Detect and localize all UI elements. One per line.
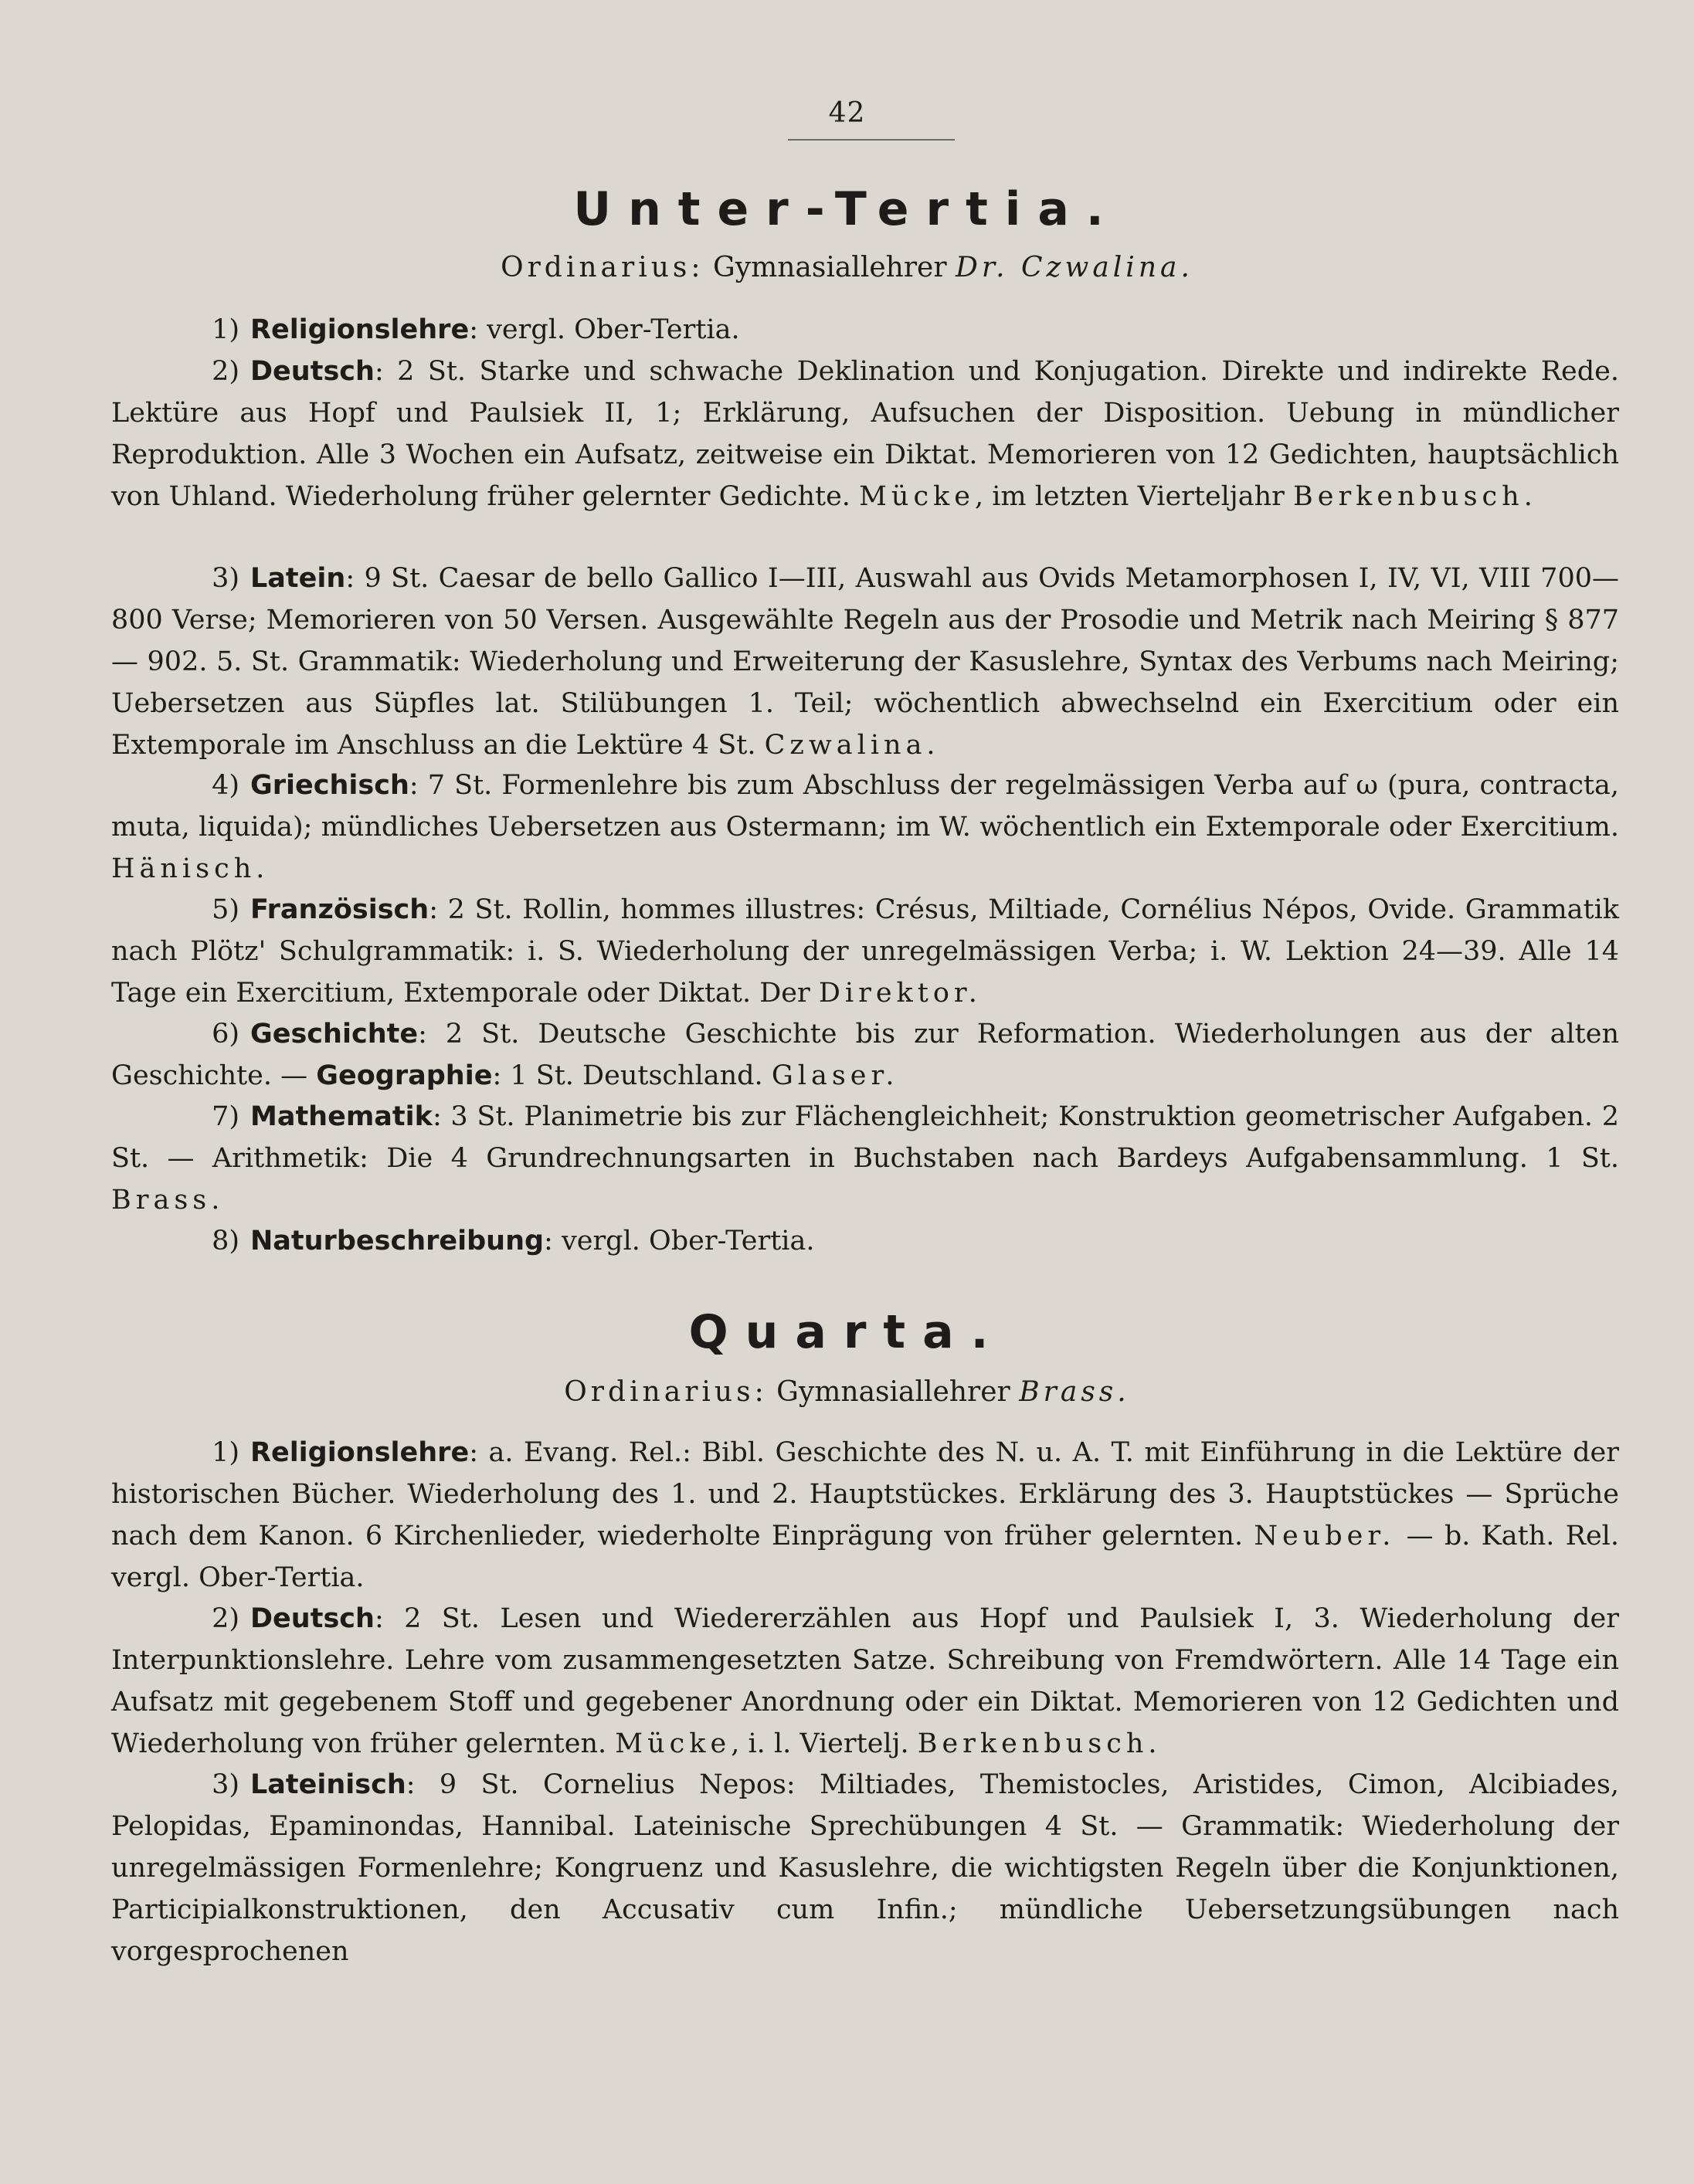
teacher-name: Mücke — [615, 1728, 732, 1759]
ordinarius-name: Dr. Czwalina. — [956, 252, 1193, 283]
ut-item-deutsch — [111, 351, 1619, 517]
item-text: : 3 St. Planimetrie bis zur Flächengleichheit; Konstruktion geometrischer Aufgaben. 2 St. — Arithmetik: Die 4 Grundrechnungsarten in Buchstaben nach Bardeys Aufgabensammlung. 1 St. — [111, 1101, 1619, 1174]
ordinarius-label: Ordinarius: — [564, 1376, 768, 1408]
ut-item-latein — [111, 558, 1619, 766]
item-text: : 9 St. Caesar de bello Gallico I—III, Auswahl aus Ovids Metamorphosen I, IV, VI, VIII 700—800 Verse; Memorieren von 50 Versen. Ausgewählte Regeln aus der Prosodie und Metrik nach Meiring § 877 — 902. 5. St. Grammatik: Wiederholung und Erweiterung der Kasuslehre, Syntax des Verbums nach Meiring; Uebersetzen aus Süpfles lat. Stilübungen 1. Teil; wöchentlich abwechselnd ein Exercitium oder ein Extemporale im Anschluss an die Lektüre 4 St. — [111, 563, 1619, 761]
item-number: 3) — [212, 563, 239, 594]
q-item-lateinisch — [111, 1764, 1619, 1972]
subject-label: Mathematik — [250, 1101, 433, 1132]
header-rule — [788, 139, 955, 141]
item-number: 3) — [212, 1769, 239, 1800]
teacher-name: Berkenbusch. — [1293, 481, 1537, 512]
item-number: 8) — [212, 1226, 239, 1256]
ordinarius-line-quarta — [0, 1376, 1694, 1408]
subject-label: Deutsch — [250, 356, 375, 387]
item-text: : 2 St. Deutsche Geschichte bis zur Reformation. Wiederholungen aus der alten Geschichte. — — [111, 1019, 1619, 1091]
subject-label: Latein — [250, 563, 346, 594]
ordinarius-role: Gymnasiallehrer — [712, 252, 947, 283]
item-text: : 9 St. Cornelius Nepos: Miltiades, Themistocles, Aristides, Cimon, Alcibiades, Pelopidas, Epaminondas, Hannibal. Lateinische Sprechübungen 4 St. — Grammatik: Wiederholung der unregelmässigen Formenlehre; Kongruenz und Kasuslehre, die wichtigsten Regeln über die Konjunktionen, Participialkonstruktionen, den Accusativ cum Infin.; mündliche Uebersetzungsübungen nach vorgesprochenen — [111, 1769, 1619, 1967]
item-number: 2) — [212, 356, 239, 387]
ut-item-naturbeschreibung — [111, 1220, 1619, 1262]
subject-label: Französisch — [250, 894, 429, 925]
item-text: : 2 St. Lesen und Wiedererzählen aus Hopf und Paulsiek I, 3. Wiederholung der Interpunktionslehre. Lehre vom zusammengesetzten Satze. Schreibung von Fremdwörtern. Alle 14 Tage ein Aufsatz mit gegebenem Stoff und gegebener Anordnung oder ein Diktat. Memorieren von 12 Gedichten und Wiederholung von früher gelernten. — [111, 1603, 1619, 1759]
item-number: 1) — [212, 1437, 239, 1468]
ordinarius-name: Brass. — [1019, 1376, 1130, 1408]
teacher-name: Direktor. — [818, 978, 982, 1009]
teacher-name: Hänisch. — [111, 853, 270, 884]
subject-label: Lateinisch — [250, 1769, 406, 1800]
teacher-name: Berkenbusch. — [917, 1728, 1162, 1759]
section-title-quarta: Quarta. — [688, 1305, 1006, 1359]
subject-label: Naturbeschreibung — [250, 1226, 545, 1256]
teacher-name: Glaser. — [771, 1060, 899, 1091]
item-text: : 2 St. Rollin, hommes illustres: Crésus, Miltiade, Cornélius Népos, Ovide. Grammatik nach Plötz' Schulgrammatik: i. S. Wiederholung der unregelmässigen Verba; i. W. Lektion 24—39. Alle 14 Tage ein Exercitium, Extemporale oder Diktat. Der — [111, 894, 1619, 1009]
ordinarius-label: Ordinarius: — [501, 252, 704, 283]
subject-label: Geschichte — [250, 1019, 419, 1050]
subject-label: Religionslehre — [250, 314, 470, 345]
item-text: : vergl. Ober-Tertia. — [544, 1226, 815, 1256]
ut-item-religionslehre — [111, 309, 1619, 351]
item-number: 2) — [212, 1603, 239, 1634]
ut-item-griechisch — [111, 765, 1619, 890]
item-number: 6) — [212, 1019, 239, 1050]
item-text-continued: , im letzten Vierteljahr — [974, 481, 1285, 512]
item-number: 4) — [212, 770, 239, 801]
item-number: 7) — [212, 1101, 239, 1132]
ordinarius-role: Gymnasiallehrer — [776, 1376, 1010, 1408]
item-text-continued: — b. Kath. Rel. vergl. Ober-Tertia. — [111, 1521, 1619, 1593]
teacher-name: Neuber. — [1254, 1521, 1396, 1552]
subject-label: Deutsch — [250, 1603, 375, 1634]
section-title-unter-tertia: Unter-Tertia. — [573, 182, 1121, 236]
ut-item-franzoesisch — [111, 889, 1619, 1014]
subject-label: Geographie — [316, 1060, 493, 1091]
subject-label: Religionslehre — [250, 1437, 470, 1468]
item-text: : 7 St. Formenlehre bis zum Abschluss der regelmässigen Verba auf ω (pura, contracta, muta, liquida); mündliches Uebersetzen aus Ostermann; im W. wöchentlich ein Extemporale oder Exercitium. — [111, 770, 1619, 843]
ordinarius-line-unter-tertia — [0, 252, 1694, 283]
item-text: : a. Evang. Rel.: Bibl. Geschichte des N. u. A. T. mit Einführung in die Lektüre der historischen Bücher. Wiederholung des 1. und 2. Hauptstückes. Erklärung des 3. Hauptstückes — Sprüche nach dem Kanon. 6 Kirchenlieder, wiederholte Einprägung von früher gelernten. — [111, 1437, 1619, 1552]
item-number: 5) — [212, 894, 239, 925]
item-text: : vergl. Ober-Tertia. — [469, 314, 740, 345]
teacher-name: Mücke — [859, 481, 975, 512]
ut-item-mathematik — [111, 1096, 1619, 1221]
item-text-continued: , i. l. Viertelj. — [731, 1728, 909, 1759]
item-number: 1) — [212, 314, 239, 345]
item-text: : 2 St. Starke und schwache Deklination und Konjugation. Direkte und indirekte Rede. Lektüre aus Hopf und Paulsiek II, 1; Erklärung, Aufsuchen der Disposition. Uebung in mündlicher Reproduktion. Alle 3 Wochen ein Aufsatz, zeitweise ein Diktat. Memorieren von 12 Gedichten, hauptsächlich von Uhland. Wiederholung früher gelernter Gedichte. — [111, 356, 1619, 512]
subject-label: Griechisch — [250, 770, 409, 801]
page-number: 42 — [828, 97, 866, 129]
ut-item-geschichte — [111, 1013, 1619, 1097]
q-item-deutsch — [111, 1598, 1619, 1765]
item-text-continued: : 1 St. Deutschland. — [492, 1060, 763, 1091]
q-item-religionslehre — [111, 1432, 1619, 1599]
teacher-name: Czwalina. — [764, 730, 940, 761]
teacher-name: Brass. — [111, 1185, 225, 1216]
